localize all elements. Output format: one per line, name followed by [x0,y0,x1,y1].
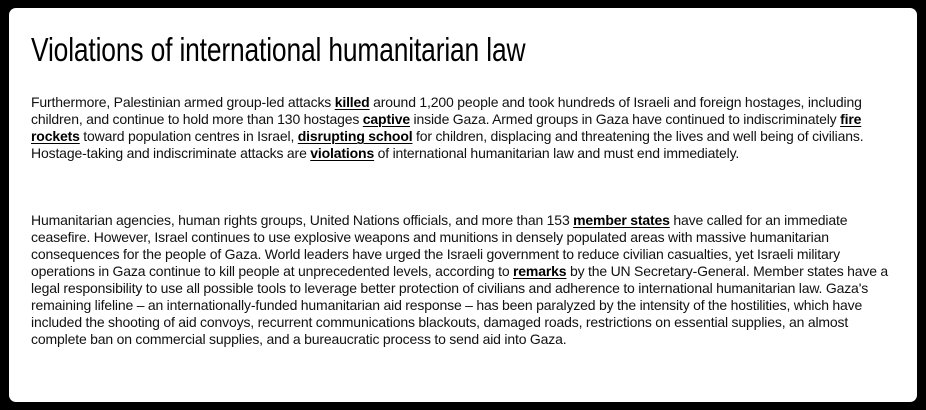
paragraph-1-text-1: Furthermore, Palestinian armed group-led attacks [31,94,335,110]
link-killed[interactable]: killed [334,94,370,110]
paragraph-2 [31,212,897,348]
paragraph-1-text-5: for children, displacing and threatening the lives and well being of civilians. Hostage-taking and indiscriminate attacks are [31,128,864,161]
article-title: Violations of international humanitarian law [31,31,526,68]
link-violations[interactable]: violations [310,145,375,161]
paragraph-1-text-2: around 1,200 people and took hundreds of Israeli and foreign hostages, including children, and continue to hold more than 130 hostages [31,94,862,127]
link-captive[interactable]: captive [362,111,410,127]
article-card [9,8,917,402]
link-disrupting-school[interactable]: disrupting school [297,128,413,144]
link-remarks[interactable]: remarks [513,263,567,279]
paragraph-2-text-2: have called for an immediate ceasefire. However, Israel continues to use explosive weapons and munitions in densely populated areas with massive humanitarian consequences for the people of Gaza. World leaders have urged the Israeli government to reduce civilian casualties, yet Israeli military operations in Gaza continue to kill people at unprecedented levels, according to [31,212,848,279]
paragraph-1 [31,94,897,162]
paragraph-2-text-3: by the UN Secretary-General. Member states have a legal responsibility to use all possible tools to leverage better protection of civilians and adherence to international humanitarian law. Gaza's remaining lifeline – an internationally-funded humanitarian aid response – has been paralyzed by the intensity of the hostilities, which have included the shooting of aid convoys, recurrent communications blackouts, damaged roads, restrictions on essential supplies, an almost complete ban on commercial supplies, and a bureaucratic process to send aid into Gaza. [31,263,889,347]
link-fire-rockets[interactable]: fire rockets [31,111,862,144]
link-member-states[interactable]: member states [573,212,670,228]
paragraph-1-text-3: inside Gaza. Armed groups in Gaza have continued to indiscriminately [409,111,841,127]
paragraph-1-text-4: toward population centres in Israel, [79,128,298,144]
paragraph-1-text-6: of international humanitarian law and must end immediately. [374,145,740,161]
paragraph-2-text-1: Humanitarian agencies, human rights groups, United Nations officials, and more than 153 [31,212,574,228]
